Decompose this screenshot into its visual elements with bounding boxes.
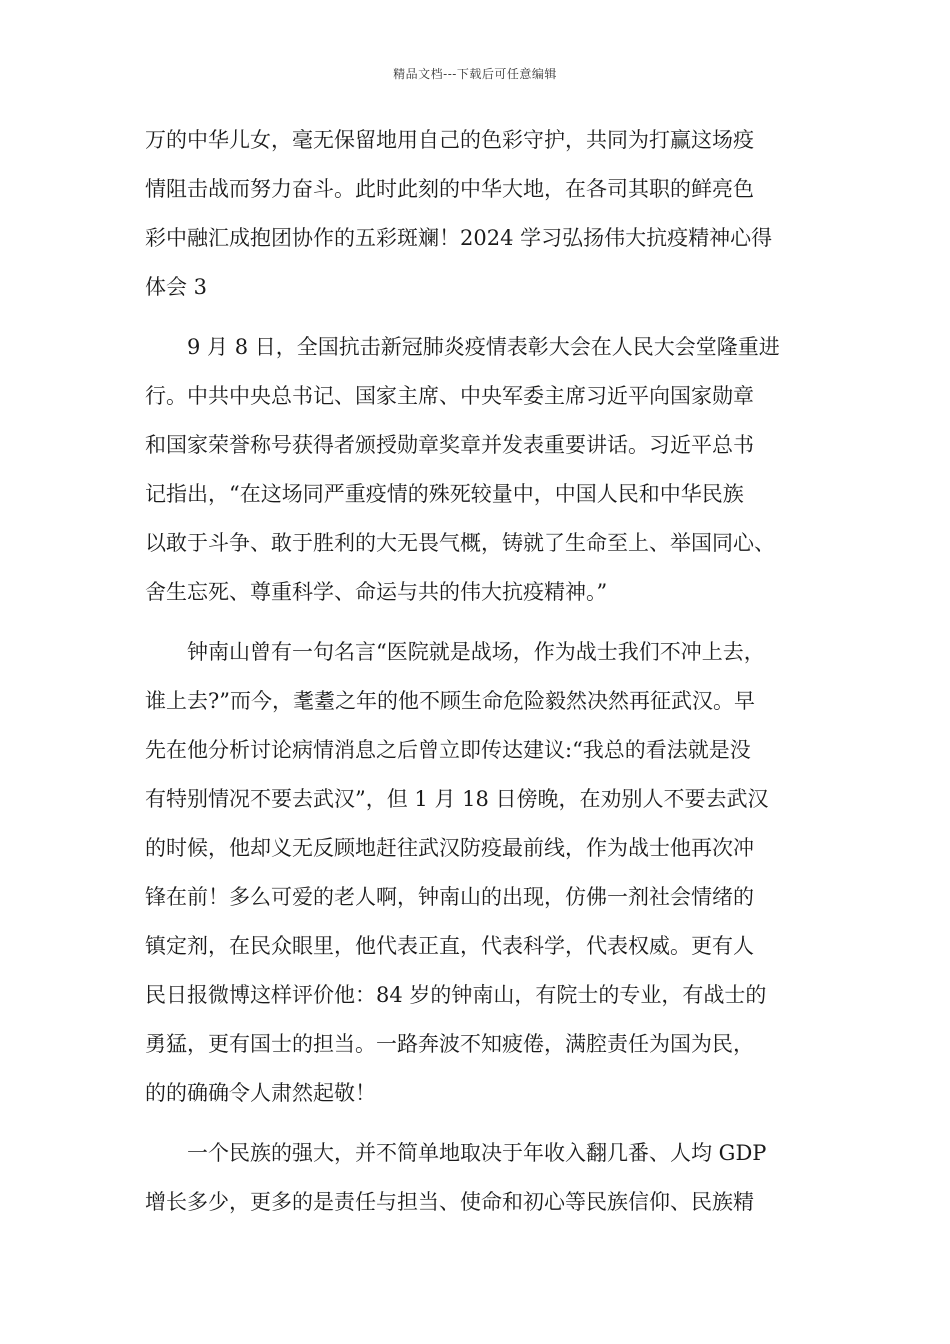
text-line: 万的中华儿女，毫无保留地用自己的色彩守护，共同为打赢这场疫 — [145, 128, 754, 152]
paragraph-first-line: 9 月 8 日，全国抗击新冠肺炎疫情表彰大会在人民大会堂隆重进 — [187, 335, 780, 359]
text-line: 体会 3 — [145, 275, 208, 299]
text-line: 谁上去?”而今，耄耋之年的他不顾生命危险毅然决然再征武汉。早 — [145, 689, 755, 713]
text-line: 增长多少，更多的是责任与担当、使命和初心等民族信仰、民族精 — [145, 1190, 754, 1214]
text-line: 和国家荣誉称号获得者颁授勋章奖章并发表重要讲话。习近平总书 — [145, 433, 754, 457]
text-line: 的的确确令人肃然起敬！ — [145, 1081, 376, 1105]
text-line: 民日报微博这样评价他：84 岁的钟南山，有院士的专业，有战士的 — [145, 983, 767, 1007]
text-line: 勇猛，更有国士的担当。一路奔波不知疲倦，满腔责任为国为民， — [145, 1032, 754, 1056]
text-line: 先在他分析讨论病情消息之后曾立即传达建议:“我总的看法就是没 — [145, 738, 751, 762]
text-line: 有特别情况不要去武汉”，但 1 月 18 日傍晚，在劝别人不要去武汉 — [145, 787, 769, 811]
text-line: 的时候，他却义无反顾地赶往武汉防疫最前线，作为战士他再次冲 — [145, 836, 754, 860]
text-line: 彩中融汇成抱团协作的五彩斑斓！2024 学习弘扬伟大抗疫精神心得 — [145, 226, 773, 250]
document-body — [145, 128, 810, 1214]
text-line: 行。中共中央总书记、国家主席、中央军委主席习近平向国家勋章 — [145, 384, 754, 408]
text-line: 情阻击战而努力奋斗。此时此刻的中华大地，在各司其职的鲜亮色 — [145, 177, 754, 201]
text-line: 舍生忘死、尊重科学、命运与共的伟大抗疫精神。” — [145, 580, 608, 604]
paragraph-first-line: 钟南山曾有一句名言“医院就是战场，作为战士我们不冲上去， — [187, 640, 765, 664]
text-line: 记指出，“在这场同严重疫情的殊死较量中，中国人民和中华民族 — [145, 482, 744, 506]
paragraph-first-line: 一个民族的强大，并不简单地取决于年收入翻几番、人均 GDP — [187, 1141, 767, 1165]
text-line: 以敢于斗争、敢于胜利的大无畏气概，铸就了生命至上、举国同心、 — [145, 531, 775, 555]
text-line: 锋在前！多么可爱的老人啊，钟南山的出现，仿佛一剂社会情绪的 — [145, 885, 754, 909]
page-header: 精品文档---下载后可任意编辑 — [393, 67, 557, 81]
text-line: 镇定剂，在民众眼里，他代表正直，代表科学，代表权威。更有人 — [145, 934, 754, 958]
